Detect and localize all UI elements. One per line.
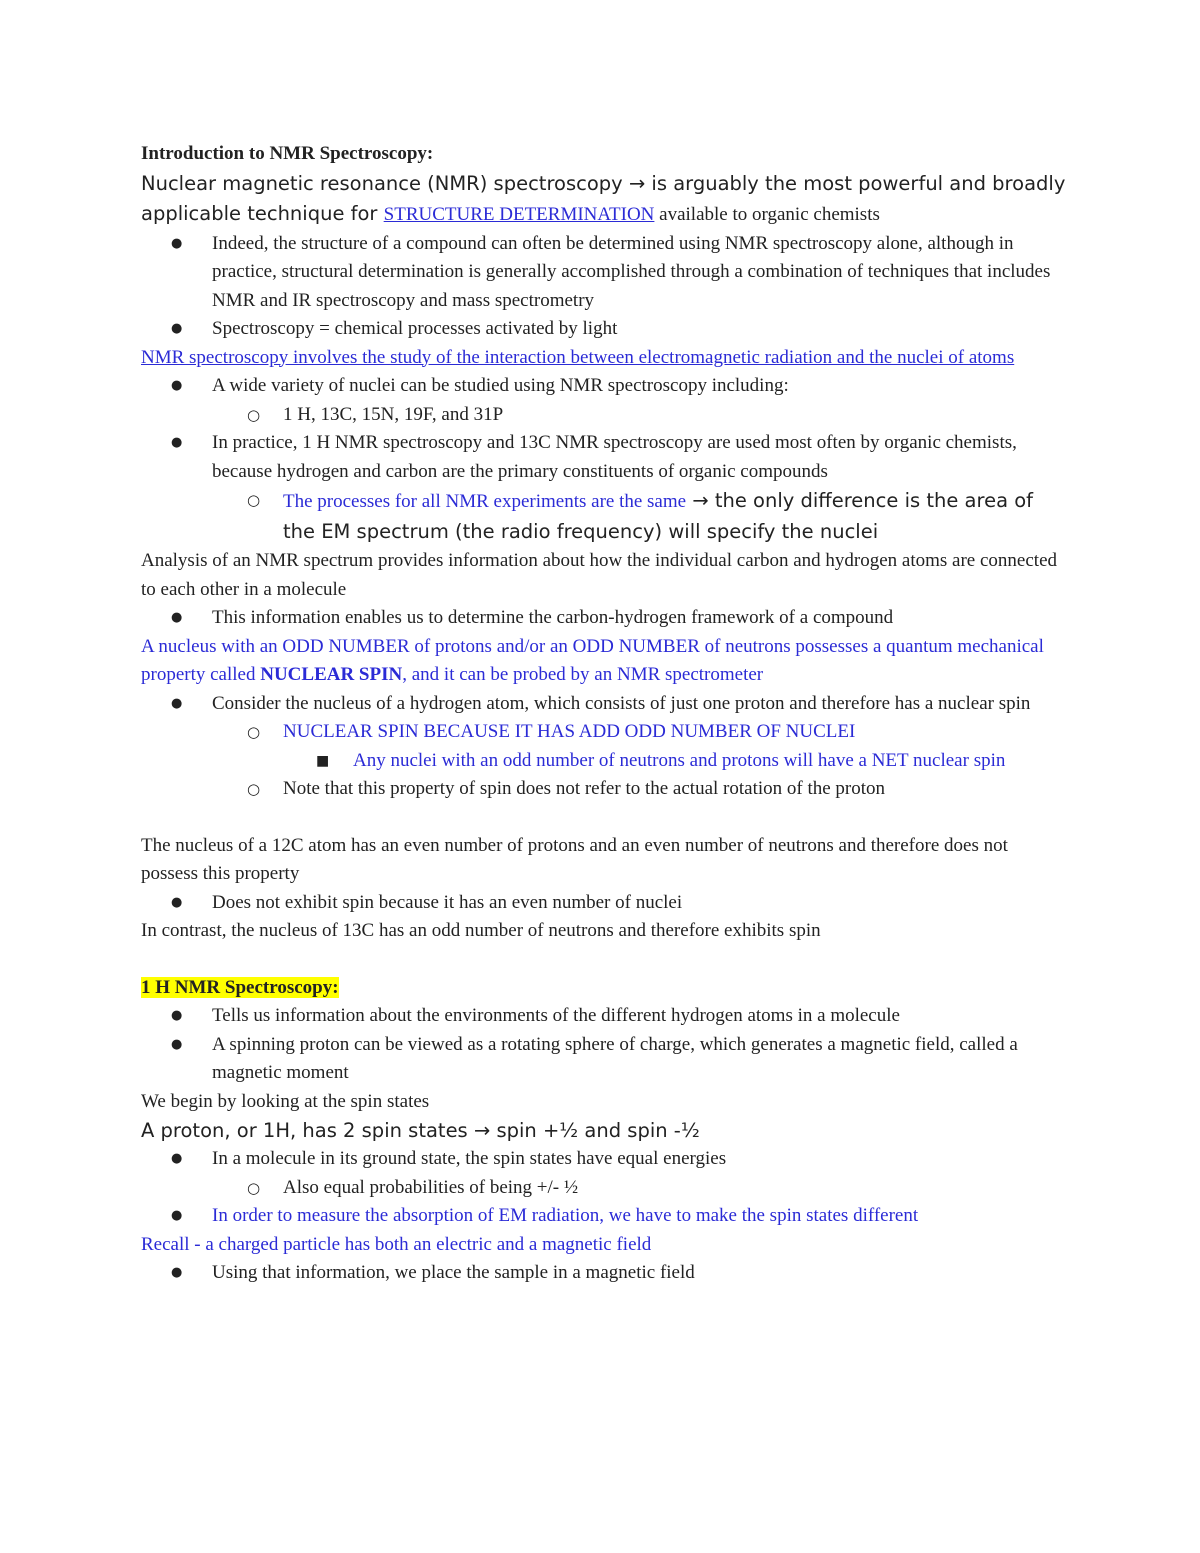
- list-item-text: In order to measure the absorption of EM radiation, we have to make the spin states different: [212, 1205, 919, 1226]
- sub-list-item: [141, 486, 1066, 547]
- highlighted-heading: 1 H NMR Spectroscopy:: [141, 976, 339, 998]
- blank-line: [141, 946, 1066, 974]
- nuclear-spin-bold-text: NUCLEAR SPIN: [260, 664, 403, 685]
- bullet-filled-circle-icon: ●: [171, 1151, 183, 1166]
- bullet-hollow-circle-icon: ○: [247, 723, 261, 741]
- list-item-text: Spectroscopy = chemical processes activated by light: [212, 318, 618, 339]
- bullet-filled-circle-icon: ●: [171, 695, 183, 711]
- list-item-sans-text: → the only difference is the area of the EM spectrum (the radio frequency) will specify the nuclei: [283, 489, 1034, 543]
- nuclear-spin-pre-text: A nucleus with an ODD NUMBER of protons and/or an ODD NUMBER of neutrons possesses a quantum mechanical property called: [141, 635, 1044, 685]
- nmr-definition-link[interactable]: NMR spectroscopy involves the study of the interaction between electromagnetic radiation and the nuclei of atoms: [141, 346, 1015, 368]
- list-item-text: Using that information, we place the sample in a magnetic field: [212, 1262, 695, 1283]
- bullet-hollow-circle-icon: ○: [247, 405, 261, 424]
- nuclear-spin-post-text: , and it can be probed by an NMR spectrometer: [402, 664, 764, 685]
- bullet-filled-circle-icon: ●: [171, 1008, 183, 1023]
- paragraph-recall: Recall - a charged particle has both an electric and a magnetic field: [141, 1233, 652, 1255]
- sub-list-item: [141, 718, 1066, 747]
- bullet-hollow-circle-icon: ○: [247, 491, 261, 509]
- list-item: [141, 604, 1066, 633]
- list-item-text: A wide variety of nuclei can be studied using NMR spectroscopy including:: [212, 375, 789, 396]
- list-item-blue-text: The processes for all NMR experiments are the same: [283, 491, 687, 512]
- bullet-filled-circle-icon: ●: [171, 1036, 183, 1052]
- paragraph-proton-spin: A proton, or 1H, has 2 spin states → spin +½ and spin -½: [141, 1119, 700, 1142]
- list-item-text: In practice, 1 H NMR spectroscopy and 13C NMR spectroscopy are used most often by organic chemists, because hydrogen and carbon are the primary constituents of organic compounds: [212, 432, 1017, 482]
- structure-determination-link[interactable]: STRUCTURE DETERMINATION: [383, 204, 655, 225]
- paragraph-spin-states: We begin by looking at the spin states: [141, 1090, 430, 1112]
- list-item-text: Indeed, the structure of a compound can often be determined using NMR spectroscopy alone, although in practice, structural determination is generally accomplished through a combination of techniques that includes NMR and IR spectroscopy and mass spectrometry: [212, 232, 1051, 311]
- list-item-text: This information enables us to determine the carbon-hydrogen framework of a compound: [212, 607, 894, 628]
- list-item-text: A spinning proton can be viewed as a rotating sphere of charge, which generates a magnetic field, called a magnetic moment: [212, 1033, 1018, 1083]
- sub-sub-list-item: [141, 747, 1066, 776]
- bullet-filled-circle-icon: ●: [171, 610, 183, 625]
- intro-rest-text: available to organic chemists: [654, 204, 880, 225]
- bullet-filled-circle-icon: ●: [171, 378, 183, 393]
- list-item-text: Any nuclei with an odd number of neutrons and protons will have a NET nuclear spin: [353, 749, 1006, 771]
- paragraph-nuclear-spin: [141, 633, 1066, 690]
- list-item: [141, 889, 1066, 918]
- paragraph-13c: In contrast, the nucleus of 13C has an odd number of neutrons and therefore exhibits spin: [141, 920, 821, 941]
- list-item: [141, 315, 1066, 344]
- list-item: [141, 1031, 1066, 1088]
- list-item-text: Consider the nucleus of a hydrogen atom, which consists of just one proton and therefore has a nuclear spin: [212, 692, 1031, 714]
- bullet-hollow-circle-icon: ○: [247, 780, 261, 798]
- bullet-filled-circle-icon: ●: [171, 235, 183, 251]
- bullet-filled-circle-icon: ●: [171, 321, 183, 336]
- bullet-filled-circle-icon: ●: [171, 435, 183, 450]
- list-item: [141, 372, 1066, 401]
- sub-list-item: [141, 401, 1066, 430]
- document-page: [141, 140, 1066, 1288]
- list-item: [141, 690, 1066, 719]
- list-item-text: 1 H, 13C, 15N, 19F, and 31P: [283, 403, 504, 425]
- list-item-text: Tells us information about the environments of the different hydrogen atoms in a molecule: [212, 1005, 900, 1026]
- paragraph-nmr-intro: [141, 169, 1066, 230]
- section-heading-1h: [141, 974, 1066, 1003]
- list-item-text: Note that this property of spin does not refer to the actual rotation of the proton: [283, 778, 886, 799]
- list-item: [141, 1202, 1066, 1231]
- section-heading: Introduction to NMR Spectroscopy:: [141, 143, 434, 164]
- bullet-filled-circle-icon: ●: [171, 1265, 183, 1280]
- bullet-filled-square-icon: ■: [316, 752, 330, 769]
- sub-list-item: [141, 1174, 1066, 1203]
- paragraph-analysis: Analysis of an NMR spectrum provides information about how the individual carbon and hydrogen atoms are connected to each other in a molecule: [141, 550, 1057, 600]
- list-item-text: In a molecule in its ground state, the spin states have equal energies: [212, 1148, 727, 1169]
- bullet-filled-circle-icon: ●: [171, 1208, 183, 1223]
- bullet-filled-circle-icon: ●: [171, 894, 183, 910]
- intro-sans-text: Nuclear magnetic resonance (NMR) spectroscopy → is arguably the most powerful and broadly applicable technique for: [141, 171, 1066, 225]
- paragraph-12c: The nucleus of a 12C atom has an even number of protons and an even number of neutrons and therefore does not possess this property: [141, 834, 1008, 884]
- list-item: [141, 230, 1066, 316]
- list-item: [141, 429, 1066, 486]
- list-item: [141, 1259, 1066, 1288]
- list-item: [141, 1145, 1066, 1174]
- bullet-hollow-circle-icon: ○: [247, 1178, 261, 1197]
- list-item: [141, 1002, 1066, 1031]
- list-item-text: Does not exhibit spin because it has an even number of nuclei: [212, 891, 683, 913]
- list-item-text: Also equal probabilities of being +/- ½: [283, 1176, 579, 1198]
- blank-line: [141, 804, 1066, 832]
- sub-list-item: [141, 775, 1066, 804]
- list-item-text: NUCLEAR SPIN BECAUSE IT HAS ADD ODD NUMBER OF NUCLEI: [283, 721, 856, 742]
